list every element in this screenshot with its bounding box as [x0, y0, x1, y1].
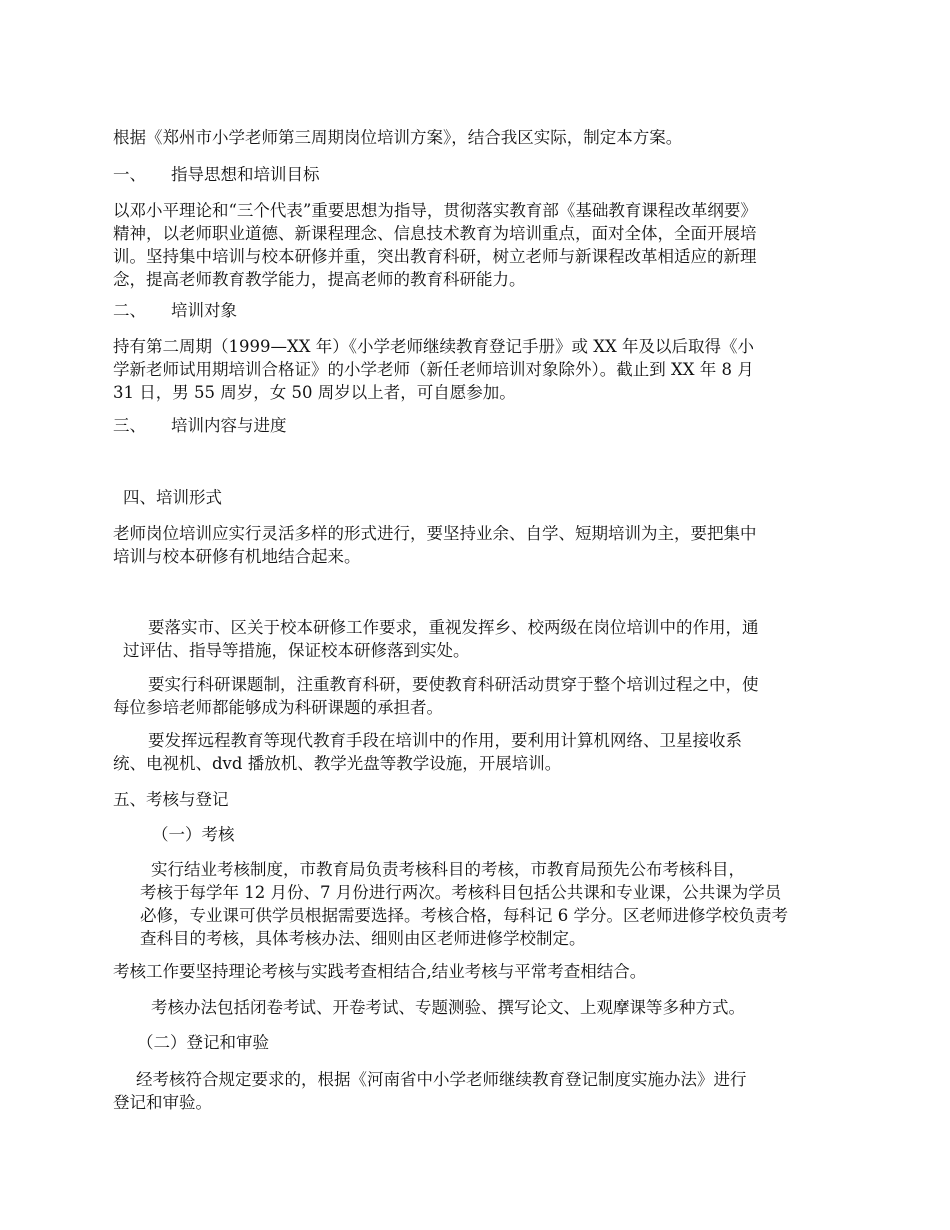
- intro-text: 根据《郑州市小学老师第三周期岗位培训方案》，结合我区实际，制定本方案。: [113, 128, 683, 147]
- section-3-title: 培训内容与进度: [171, 416, 287, 435]
- section-4-line: 老师岗位培训应实行灵活多样的形式进行，要坚持业余、自学、短期培训为主，要把集中: [113, 524, 757, 543]
- section-4-paragraph-a: [113, 616, 841, 662]
- section-4-paragraph-c: [113, 729, 841, 775]
- subsection-1-heading: [152, 823, 880, 846]
- principle-paragraph: [113, 960, 841, 983]
- methods-paragraph: [151, 996, 879, 1019]
- section-1-line: 训。坚持集中培训与校本研修并重，突出教育科研，树立老师与新课程改革相适应的新理: [113, 247, 757, 266]
- subsection-1-body: [113, 858, 841, 950]
- subsection-2-body: [113, 1068, 841, 1114]
- section-1-line: 精神，以老师职业道德、新课程理念、信息技术教育为培训重点，面对全体，全面开展培: [113, 224, 757, 243]
- paragraph-a-line: 过评估、指导等措施，保证校本研修落到实处。: [123, 641, 470, 660]
- section-2-line: 持有第二周期（1999—XX 年）《小学老师继续教育登记手册》或 XX 年及以后取得《小: [113, 337, 754, 356]
- section-4-line: 培训与校本研修有机地结合起来。: [113, 547, 361, 566]
- subsection-1-line: 考核于每学年 12 月份、7 月份进行两次。考核科目包括公共课和专业课，公共课为学员: [140, 883, 782, 902]
- section-4-paragraph-b: [113, 673, 841, 719]
- section-2-line: 31 日，男 55 周岁，女 50 周岁以上者，可自愿参加。: [113, 383, 516, 402]
- section-1-heading: [113, 163, 841, 186]
- paragraph-b-line: 每位参培老师都能够成为科研课题的承担者。: [113, 698, 443, 717]
- paragraph-c-line: 要发挥远程教育等现代教育手段在培训中的作用，要利用计算机网络、卫星接收系: [148, 731, 742, 750]
- subsection-2-heading: [137, 1031, 865, 1054]
- principle-text: 考核工作要坚持理论考核与实践考查相结合,结业考核与平常考查相结合。: [113, 962, 647, 981]
- section-3-number: 三、: [113, 416, 146, 435]
- subsection-1-line: 实行结业考核制度，市教育局负责考核科目的考核，市教育局预先公布考核科目，: [151, 860, 745, 879]
- section-1-title: 指导思想和培训目标: [171, 165, 320, 184]
- subsection-1-title: （一）考核: [152, 825, 235, 844]
- methods-text: 考核办法包括闭卷考试、开卷考试、专题测验、撰写论文、上观摩课等多种方式。: [151, 998, 745, 1017]
- section-4-body: [113, 522, 841, 568]
- section-1-body: [113, 199, 841, 291]
- paragraph-b-line: 要实行科研课题制，注重教育科研，要使教育科研活动贯穿于整个培训过程之中，使: [148, 675, 759, 694]
- paragraph-a-line: 要落实市、区关于校本研修工作要求，重视发挥乡、校两级在岗位培训中的作用，通: [148, 618, 759, 637]
- section-1-line: 念，提高老师教育教学能力，提高老师的教育科研能力。: [113, 270, 526, 289]
- section-5-title: 五、考核与登记: [113, 790, 229, 809]
- section-2-heading: [113, 299, 841, 322]
- section-4-heading: [123, 486, 851, 509]
- section-4-title: 四、培训形式: [123, 488, 222, 507]
- section-2-body: [113, 335, 841, 404]
- section-1-number: 一、: [113, 165, 146, 184]
- section-3-heading: [113, 414, 841, 437]
- subsection-1-line: 查科目的考核，具体考核办法、细则由区老师进修学校制定。: [140, 929, 586, 948]
- subsection-2-title: （二）登记和审验: [137, 1033, 269, 1052]
- section-2-title: 培训对象: [171, 301, 237, 320]
- section-5-heading: [113, 788, 841, 811]
- section-1-line: 以邓小平理论和“三个代表”重要思想为指导，贯彻落实教育部《基础教育课程改革纲要》: [113, 201, 757, 220]
- paragraph-c-line: 统、电视机、dvd 播放机、教学光盘等教学设施，开展培训。: [113, 754, 562, 773]
- subsection-1-line: 必修，专业课可供学员根据需要选择。考核合格，每科记 6 学分。区老师进修学校负责考: [140, 906, 788, 925]
- subsection-2-line: 登记和审验。: [113, 1093, 212, 1112]
- subsection-2-line: 经考核符合规定要求的，根据《河南省中小学老师继续教育登记制度实施办法》进行: [136, 1070, 747, 1089]
- section-2-number: 二、: [113, 301, 146, 320]
- intro-paragraph: [113, 126, 841, 149]
- section-2-line: 学新老师试用期培训合格证》的小学老师（新任老师培训对象除外）。截止到 XX 年 8 月: [113, 360, 754, 379]
